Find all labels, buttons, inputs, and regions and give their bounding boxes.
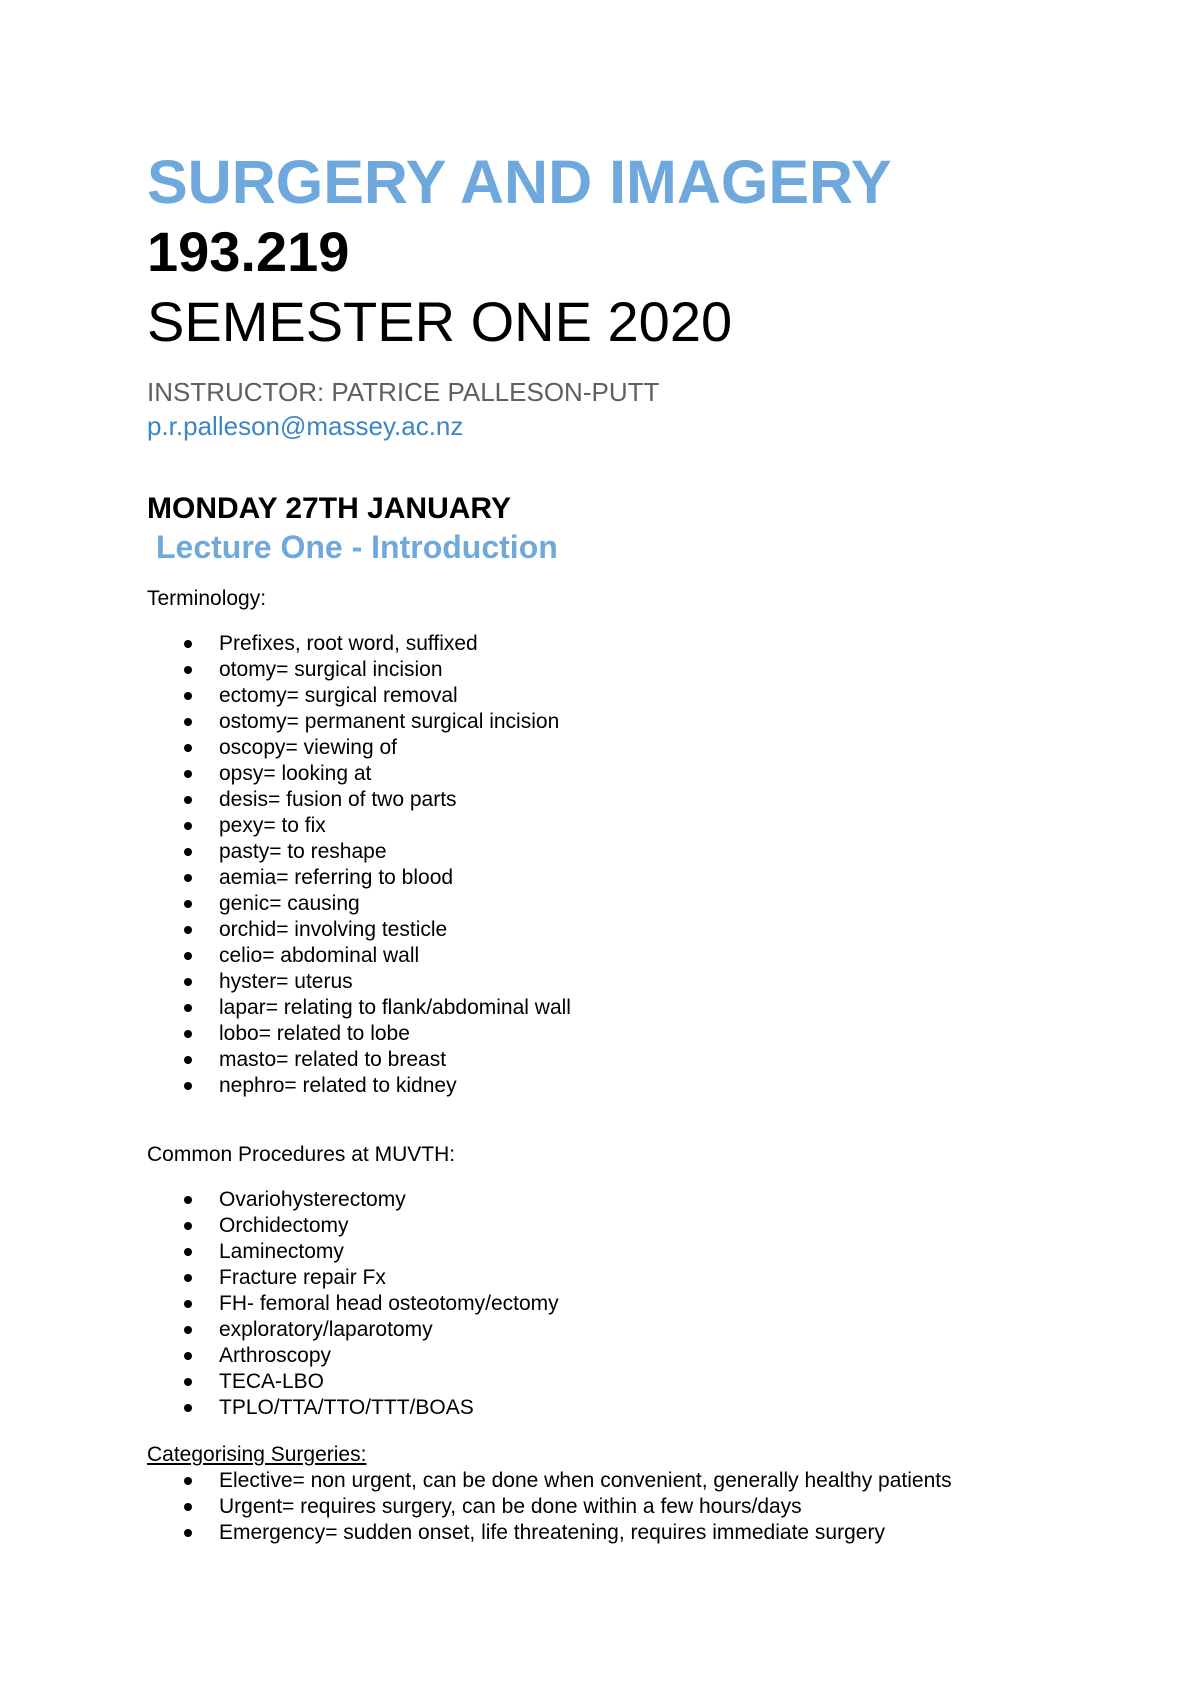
- list-item: [147, 1047, 571, 1073]
- list-item: [147, 631, 571, 657]
- semester-heading: SEMESTER ONE 2020: [147, 290, 733, 353]
- list-item: [147, 1317, 559, 1343]
- course-code: 193.219: [147, 220, 350, 283]
- bullet-icon: [184, 692, 192, 700]
- bullet-icon: [184, 1300, 192, 1308]
- bullet-icon: [184, 1529, 192, 1537]
- list-item-text: masto= related to breast: [219, 1048, 447, 1071]
- list-item: [147, 1369, 559, 1395]
- list-item: [147, 891, 571, 917]
- bullet-icon: [184, 1404, 192, 1412]
- list-item-text: Emergency= sudden onset, life threatening, requires immediate surgery: [219, 1521, 885, 1544]
- list-item-text: lapar= relating to flank/abdominal wall: [219, 996, 571, 1019]
- list-item: [147, 1343, 559, 1369]
- list-item-text: pexy= to fix: [219, 814, 326, 837]
- bullet-icon: [184, 1196, 192, 1204]
- list-item: [147, 813, 571, 839]
- list-item: [147, 683, 571, 709]
- list-item: [147, 761, 571, 787]
- list-item: [147, 969, 571, 995]
- list-item-text: Elective= non urgent, can be done when convenient, generally healthy patients: [219, 1469, 952, 1492]
- categories-list: [147, 1468, 952, 1546]
- list-item-text: exploratory/laparotomy: [219, 1318, 433, 1341]
- list-item: [147, 917, 571, 943]
- list-item: [147, 1021, 571, 1047]
- bullet-icon: [184, 796, 192, 804]
- bullet-icon: [184, 1082, 192, 1090]
- date-heading: MONDAY 27TH JANUARY: [147, 492, 511, 525]
- list-item-text: hyster= uterus: [219, 970, 353, 993]
- list-item: [147, 1520, 952, 1546]
- instructor-email-link[interactable]: p.r.palleson@massey.ac.nz: [147, 411, 464, 441]
- bullet-icon: [184, 1056, 192, 1064]
- bullet-icon: [184, 874, 192, 882]
- bullet-icon: [184, 1326, 192, 1334]
- list-item-text: ectomy= surgical removal: [219, 684, 458, 707]
- list-item-text: TECA-LBO: [219, 1370, 325, 1393]
- list-item-text: Fracture repair Fx: [219, 1266, 386, 1289]
- bullet-icon: [184, 926, 192, 934]
- bullet-icon: [184, 848, 192, 856]
- list-item: [147, 1073, 571, 1099]
- list-item: [147, 1494, 952, 1520]
- list-item-text: Arthroscopy: [219, 1344, 332, 1367]
- list-item-text: lobo= related to lobe: [219, 1022, 410, 1045]
- list-item: [147, 865, 571, 891]
- list-item-text: celio= abdominal wall: [219, 944, 420, 967]
- bullet-icon: [184, 770, 192, 778]
- procedures-label: Common Procedures at MUVTH:: [147, 1143, 456, 1166]
- list-item: [147, 657, 571, 683]
- list-item-text: Prefixes, root word, suffixed: [219, 632, 478, 655]
- bullet-icon: [184, 1030, 192, 1038]
- list-item: [147, 943, 571, 969]
- bullet-icon: [184, 978, 192, 986]
- terminology-list: [147, 631, 571, 1099]
- categories-label: Categorising Surgeries:: [147, 1443, 367, 1466]
- list-item: [147, 1395, 559, 1421]
- list-item-text: Orchidectomy: [219, 1214, 349, 1237]
- bullet-icon: [184, 952, 192, 960]
- list-item: [147, 1187, 559, 1213]
- terminology-label: Terminology:: [147, 587, 267, 610]
- list-item: [147, 995, 571, 1021]
- instructor-line: INSTRUCTOR: PATRICE PALLESON-PUTT: [147, 377, 660, 407]
- list-item-text: oscopy= viewing of: [219, 736, 398, 759]
- bullet-icon: [184, 1477, 192, 1485]
- bullet-icon: [184, 822, 192, 830]
- list-item-text: genic= causing: [219, 892, 360, 915]
- bullet-icon: [184, 1274, 192, 1282]
- list-item-text: ostomy= permanent surgical incision: [219, 710, 560, 733]
- list-item-text: nephro= related to kidney: [219, 1074, 457, 1097]
- bullet-icon: [184, 744, 192, 752]
- bullet-icon: [184, 900, 192, 908]
- list-item-text: opsy= looking at: [219, 762, 372, 785]
- list-item-text: FH- femoral head osteotomy/ectomy: [219, 1292, 559, 1315]
- procedures-list: [147, 1187, 559, 1421]
- list-item: [147, 1468, 952, 1494]
- list-item: [147, 787, 571, 813]
- bullet-icon: [184, 1503, 192, 1511]
- document-title: SURGERY AND IMAGERY: [147, 148, 892, 216]
- list-item: [147, 1239, 559, 1265]
- list-item: [147, 1291, 559, 1317]
- list-item: [147, 1213, 559, 1239]
- bullet-icon: [184, 1248, 192, 1256]
- list-item-text: aemia= referring to blood: [219, 866, 454, 889]
- list-item-text: orchid= involving testicle: [219, 918, 448, 941]
- bullet-icon: [184, 640, 192, 648]
- list-item-text: Ovariohysterectomy: [219, 1188, 406, 1211]
- bullet-icon: [184, 666, 192, 674]
- list-item-text: TPLO/TTA/TTO/TTT/BOAS: [219, 1396, 474, 1419]
- bullet-icon: [184, 718, 192, 726]
- list-item-text: Urgent= requires surgery, can be done within a few hours/days: [219, 1495, 802, 1518]
- list-item: [147, 709, 571, 735]
- bullet-icon: [184, 1222, 192, 1230]
- list-item-text: pasty= to reshape: [219, 840, 387, 863]
- list-item-text: otomy= surgical incision: [219, 658, 443, 681]
- list-item-text: desis= fusion of two parts: [219, 788, 457, 811]
- lecture-heading: Lecture One - Introduction: [156, 529, 558, 565]
- list-item: [147, 735, 571, 761]
- bullet-icon: [184, 1378, 192, 1386]
- bullet-icon: [184, 1004, 192, 1012]
- list-item: [147, 839, 571, 865]
- list-item: [147, 1265, 559, 1291]
- list-item-text: Laminectomy: [219, 1240, 344, 1263]
- bullet-icon: [184, 1352, 192, 1360]
